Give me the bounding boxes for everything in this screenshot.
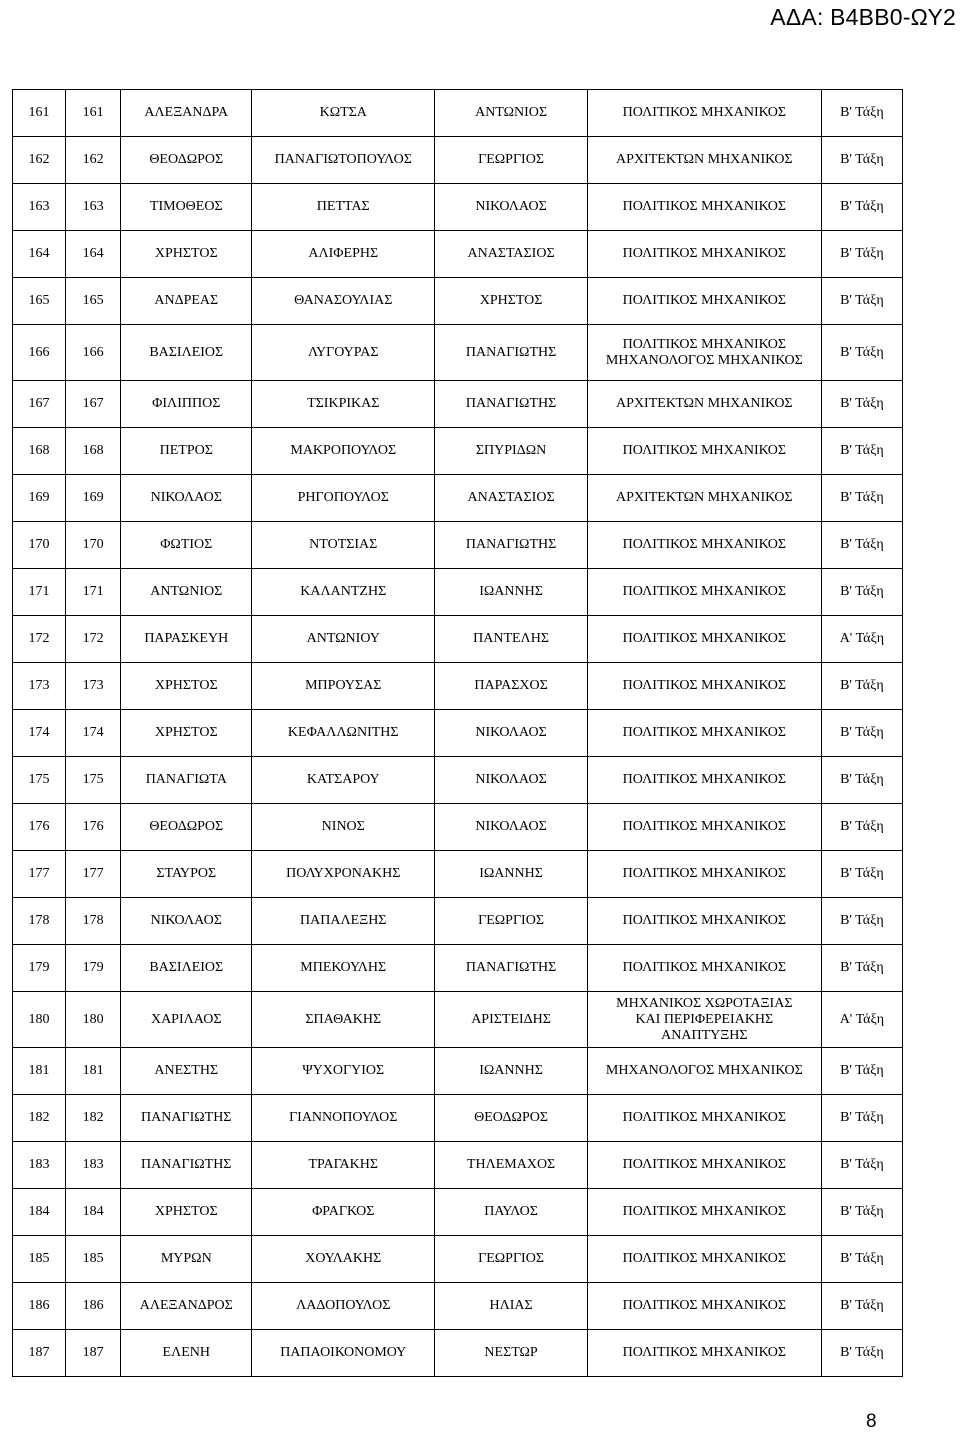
ada-code: ΑΔΑ: Β4ΒΒ0-ΩΥ2	[770, 4, 956, 30]
specialty-cell	[587, 710, 821, 757]
specialty-line: ΠΟΛΙΤΙΚΟΣ ΜΗΧΑΝΙΚΟΣ	[622, 631, 787, 646]
table-row	[13, 1142, 903, 1189]
registry-number-cell: 181	[66, 1048, 121, 1095]
specialty-line: ΜΗΧΑΝΟΛΟΓΟΣ ΜΗΧΑΝΙΚΟΣ	[605, 352, 803, 368]
rank-cell: Β' Τάξη	[821, 1283, 902, 1330]
table-row	[13, 1095, 903, 1142]
specialty-cell	[587, 325, 821, 381]
specialty-line: ΠΟΛΙΤΙΚΟΣ ΜΗΧΑΝΙΚΟΣ	[622, 1157, 787, 1172]
table-row	[13, 1283, 903, 1330]
row-number-cell: 181	[13, 1048, 66, 1095]
last-name-cell: ΠΑΠΑΟΙΚΟΝΟΜΟΥ	[252, 1330, 435, 1377]
rank-cell: Α' Τάξη	[821, 616, 902, 663]
specialty-line: ΠΟΛΙΤΙΚΟΣ ΜΗΧΑΝΙΚΟΣ	[622, 293, 787, 308]
registry-number-cell: 184	[66, 1189, 121, 1236]
last-name-cell: ΑΛΙΦΕΡΗΣ	[252, 231, 435, 278]
registry-number-cell: 177	[66, 851, 121, 898]
specialty-cell	[587, 1236, 821, 1283]
first-name-cell: ΒΑΣΙΛΕΙΟΣ	[121, 945, 252, 992]
last-name-cell: ΜΑΚΡΟΠΟΥΛΟΣ	[252, 428, 435, 475]
rank-cell: Β' Τάξη	[821, 1236, 902, 1283]
table-row	[13, 616, 903, 663]
specialty-line: ΑΡΧΙΤΕΚΤΩΝ ΜΗΧΑΝΙΚΟΣ	[616, 152, 793, 167]
rank-cell: Β' Τάξη	[821, 757, 902, 804]
first-name-cell: ΕΛΕΝΗ	[121, 1330, 252, 1377]
father-name-cell: ΣΠΥΡΙΔΩΝ	[435, 428, 588, 475]
specialty-cell	[587, 898, 821, 945]
last-name-cell: ΝΤΟΤΣΙΑΣ	[252, 522, 435, 569]
rank-cell: Β' Τάξη	[821, 663, 902, 710]
first-name-cell: ΘΕΟΔΩΡΟΣ	[121, 804, 252, 851]
father-name-cell: ΙΩΑΝΝΗΣ	[435, 851, 588, 898]
last-name-cell: ΜΠΡΟΥΣΑΣ	[252, 663, 435, 710]
table-row	[13, 1330, 903, 1377]
table-row	[13, 992, 903, 1048]
first-name-cell: ΠΑΡΑΣΚΕΥΗ	[121, 616, 252, 663]
specialty-cell	[587, 381, 821, 428]
registry-table	[12, 89, 903, 1377]
first-name-cell: ΝΙΚΟΛΑΟΣ	[121, 475, 252, 522]
specialty-line: ΠΟΛΙΤΙΚΟΣ ΜΗΧΑΝΙΚΟΣ	[622, 443, 787, 458]
specialty-cell	[587, 90, 821, 137]
specialty-line: ΠΟΛΙΤΙΚΟΣ ΜΗΧΑΝΙΚΟΣ	[622, 1110, 787, 1125]
row-number-cell: 175	[13, 757, 66, 804]
specialty-cell	[587, 1095, 821, 1142]
first-name-cell: ΝΙΚΟΛΑΟΣ	[121, 898, 252, 945]
table-row	[13, 475, 903, 522]
specialty-line: ΠΟΛΙΤΙΚΟΣ ΜΗΧΑΝΙΚΟΣ	[622, 537, 787, 552]
rank-cell: Β' Τάξη	[821, 1330, 902, 1377]
last-name-cell: ΧΟΥΛΑΚΗΣ	[252, 1236, 435, 1283]
first-name-cell: ΦΙΛΙΠΠΟΣ	[121, 381, 252, 428]
last-name-cell: ΘΑΝΑΣΟΥΛΙΑΣ	[252, 278, 435, 325]
first-name-cell: ΤΙΜΟΘΕΟΣ	[121, 184, 252, 231]
rank-cell: Β' Τάξη	[821, 569, 902, 616]
specialty-cell	[587, 1048, 821, 1095]
table-row	[13, 137, 903, 184]
father-name-cell: ΠΑΝΑΓΙΩΤΗΣ	[435, 945, 588, 992]
row-number-cell: 167	[13, 381, 66, 428]
specialty-line: ΠΟΛΙΤΙΚΟΣ ΜΗΧΑΝΙΚΟΣ	[622, 725, 787, 740]
father-name-cell: ΓΕΩΡΓΙΟΣ	[435, 137, 588, 184]
row-number-cell: 168	[13, 428, 66, 475]
rank-cell: Β' Τάξη	[821, 137, 902, 184]
table-row	[13, 710, 903, 757]
first-name-cell: ΧΡΗΣΤΟΣ	[121, 710, 252, 757]
father-name-cell: ΝΕΣΤΩΡ	[435, 1330, 588, 1377]
row-number-cell: 169	[13, 475, 66, 522]
father-name-cell: ΑΝΑΣΤΑΣΙΟΣ	[435, 475, 588, 522]
table-row	[13, 945, 903, 992]
specialty-line: ΚΑΙ ΠΕΡΙΦΕΡΕΙΑΚΗΣ	[635, 1011, 774, 1027]
table-row	[13, 231, 903, 278]
specialty-cell	[587, 428, 821, 475]
registry-number-cell: 178	[66, 898, 121, 945]
first-name-cell: ΧΡΗΣΤΟΣ	[121, 663, 252, 710]
father-name-cell: ΘΕΟΔΩΡΟΣ	[435, 1095, 588, 1142]
father-name-cell: ΝΙΚΟΛΑΟΣ	[435, 757, 588, 804]
last-name-cell: ΝΙΝΟΣ	[252, 804, 435, 851]
last-name-cell: ΤΡΑΓΑΚΗΣ	[252, 1142, 435, 1189]
father-name-cell: ΝΙΚΟΛΑΟΣ	[435, 710, 588, 757]
specialty-line: ΑΝΑΠΤΥΞΗΣ	[661, 1027, 748, 1043]
last-name-cell: ΚΕΦΑΛΛΩΝΙΤΗΣ	[252, 710, 435, 757]
specialty-line: ΠΟΛΙΤΙΚΟΣ ΜΗΧΑΝΙΚΟΣ	[622, 336, 787, 352]
first-name-cell: ΠΑΝΑΓΙΩΤΗΣ	[121, 1095, 252, 1142]
registry-number-cell: 165	[66, 278, 121, 325]
row-number-cell: 182	[13, 1095, 66, 1142]
first-name-cell: ΧΡΗΣΤΟΣ	[121, 231, 252, 278]
row-number-cell: 187	[13, 1330, 66, 1377]
rank-cell: Β' Τάξη	[821, 475, 902, 522]
specialty-line: ΠΟΛΙΤΙΚΟΣ ΜΗΧΑΝΙΚΟΣ	[622, 246, 787, 261]
last-name-cell: ΚΑΛΑΝΤΖΗΣ	[252, 569, 435, 616]
row-number-cell: 163	[13, 184, 66, 231]
rank-cell: Β' Τάξη	[821, 325, 902, 381]
father-name-cell: ΠΑΡΑΣΧΟΣ	[435, 663, 588, 710]
rank-cell: Β' Τάξη	[821, 381, 902, 428]
first-name-cell: ΑΝΕΣΤΗΣ	[121, 1048, 252, 1095]
registry-number-cell: 176	[66, 804, 121, 851]
table-row	[13, 898, 903, 945]
first-name-cell: ΧΡΗΣΤΟΣ	[121, 1189, 252, 1236]
last-name-cell: ΠΑΝΑΓΙΩΤΟΠΟΥΛΟΣ	[252, 137, 435, 184]
rank-cell: Β' Τάξη	[821, 428, 902, 475]
specialty-line: ΠΟΛΙΤΙΚΟΣ ΜΗΧΑΝΙΚΟΣ	[622, 772, 787, 787]
table-row	[13, 569, 903, 616]
rank-cell: Β' Τάξη	[821, 1142, 902, 1189]
rank-cell: Β' Τάξη	[821, 1048, 902, 1095]
registry-number-cell: 163	[66, 184, 121, 231]
rank-cell: Β' Τάξη	[821, 1095, 902, 1142]
specialty-cell	[587, 184, 821, 231]
father-name-cell: ΓΕΩΡΓΙΟΣ	[435, 898, 588, 945]
row-number-cell: 184	[13, 1189, 66, 1236]
specialty-line: ΠΟΛΙΤΙΚΟΣ ΜΗΧΑΝΙΚΟΣ	[622, 1204, 787, 1219]
first-name-cell: ΠΑΝΑΓΙΩΤΑ	[121, 757, 252, 804]
rank-cell: Β' Τάξη	[821, 945, 902, 992]
registry-number-cell: 164	[66, 231, 121, 278]
row-number-cell: 170	[13, 522, 66, 569]
specialty-cell	[587, 945, 821, 992]
specialty-cell	[587, 231, 821, 278]
father-name-cell: ΙΩΑΝΝΗΣ	[435, 1048, 588, 1095]
registry-number-cell: 187	[66, 1330, 121, 1377]
registry-number-cell: 175	[66, 757, 121, 804]
registry-number-cell: 170	[66, 522, 121, 569]
row-number-cell: 172	[13, 616, 66, 663]
table-row	[13, 851, 903, 898]
specialty-line: ΠΟΛΙΤΙΚΟΣ ΜΗΧΑΝΙΚΟΣ	[622, 819, 787, 834]
registry-number-cell: 166	[66, 325, 121, 381]
registry-number-cell: 167	[66, 381, 121, 428]
father-name-cell: ΗΛΙΑΣ	[435, 1283, 588, 1330]
first-name-cell: ΠΕΤΡΟΣ	[121, 428, 252, 475]
father-name-cell: ΠΑΝΑΓΙΩΤΗΣ	[435, 381, 588, 428]
last-name-cell: ΠΑΠΑΛΕΞΗΣ	[252, 898, 435, 945]
specialty-line: ΠΟΛΙΤΙΚΟΣ ΜΗΧΑΝΙΚΟΣ	[622, 678, 787, 693]
row-number-cell: 183	[13, 1142, 66, 1189]
first-name-cell: ΑΝΤΩΝΙΟΣ	[121, 569, 252, 616]
registry-number-cell: 169	[66, 475, 121, 522]
last-name-cell: ΣΠΑΘΑΚΗΣ	[252, 992, 435, 1048]
row-number-cell: 180	[13, 992, 66, 1048]
first-name-cell: ΘΕΟΔΩΡΟΣ	[121, 137, 252, 184]
table-row	[13, 522, 903, 569]
specialty-cell	[587, 804, 821, 851]
specialty-line: ΠΟΛΙΤΙΚΟΣ ΜΗΧΑΝΙΚΟΣ	[622, 105, 787, 120]
rank-cell: Β' Τάξη	[821, 231, 902, 278]
row-number-cell: 174	[13, 710, 66, 757]
specialty-cell	[587, 569, 821, 616]
specialty-cell	[587, 1283, 821, 1330]
table-row	[13, 663, 903, 710]
father-name-cell: ΑΝΑΣΤΑΣΙΟΣ	[435, 231, 588, 278]
row-number-cell: 162	[13, 137, 66, 184]
specialty-cell	[587, 475, 821, 522]
registry-number-cell: 182	[66, 1095, 121, 1142]
row-number-cell: 165	[13, 278, 66, 325]
first-name-cell: ΑΛΕΞΑΝΔΡΟΣ	[121, 1283, 252, 1330]
specialty-line: ΠΟΛΙΤΙΚΟΣ ΜΗΧΑΝΙΚΟΣ	[622, 1298, 787, 1313]
specialty-cell	[587, 522, 821, 569]
last-name-cell: ΦΡΑΓΚΟΣ	[252, 1189, 435, 1236]
rank-cell: Β' Τάξη	[821, 898, 902, 945]
registry-number-cell: 161	[66, 90, 121, 137]
specialty-line: ΜΗΧΑΝΟΛΟΓΟΣ ΜΗΧΑΝΙΚΟΣ	[605, 1063, 803, 1078]
row-number-cell: 176	[13, 804, 66, 851]
specialty-cell	[587, 137, 821, 184]
rank-cell: Β' Τάξη	[821, 522, 902, 569]
father-name-cell: ΠΑΝΑΓΙΩΤΗΣ	[435, 325, 588, 381]
specialty-cell	[587, 992, 821, 1048]
table-row	[13, 325, 903, 381]
row-number-cell: 177	[13, 851, 66, 898]
registry-number-cell: 168	[66, 428, 121, 475]
first-name-cell: ΧΑΡΙΛΑΟΣ	[121, 992, 252, 1048]
rank-cell: Β' Τάξη	[821, 804, 902, 851]
last-name-cell: ΑΝΤΩΝΙΟΥ	[252, 616, 435, 663]
registry-number-cell: 172	[66, 616, 121, 663]
specialty-line: ΠΟΛΙΤΙΚΟΣ ΜΗΧΑΝΙΚΟΣ	[622, 199, 787, 214]
last-name-cell: ΓΙΑΝΝΟΠΟΥΛΟΣ	[252, 1095, 435, 1142]
specialty-cell	[587, 851, 821, 898]
specialty-cell	[587, 1142, 821, 1189]
row-number-cell: 178	[13, 898, 66, 945]
first-name-cell: ΠΑΝΑΓΙΩΤΗΣ	[121, 1142, 252, 1189]
specialty-cell	[587, 616, 821, 663]
row-number-cell: 164	[13, 231, 66, 278]
row-number-cell: 166	[13, 325, 66, 381]
father-name-cell: ΤΗΛΕΜΑΧΟΣ	[435, 1142, 588, 1189]
table-row	[13, 278, 903, 325]
specialty-line: ΑΡΧΙΤΕΚΤΩΝ ΜΗΧΑΝΙΚΟΣ	[616, 490, 793, 505]
specialty-line: ΠΟΛΙΤΙΚΟΣ ΜΗΧΑΝΙΚΟΣ	[622, 960, 787, 975]
registry-number-cell: 173	[66, 663, 121, 710]
table-body	[13, 90, 903, 1377]
father-name-cell: ΑΡΙΣΤΕΙΔΗΣ	[435, 992, 588, 1048]
table-row	[13, 804, 903, 851]
first-name-cell: ΒΑΣΙΛΕΙΟΣ	[121, 325, 252, 381]
table-row	[13, 1236, 903, 1283]
row-number-cell: 173	[13, 663, 66, 710]
last-name-cell: ΨΥΧΟΓΥΙΟΣ	[252, 1048, 435, 1095]
rank-cell: Α' Τάξη	[821, 992, 902, 1048]
father-name-cell: ΝΙΚΟΛΑΟΣ	[435, 184, 588, 231]
father-name-cell: ΠΑΝΤΕΛΗΣ	[435, 616, 588, 663]
first-name-cell: ΑΝΔΡΕΑΣ	[121, 278, 252, 325]
first-name-cell: ΦΩΤΙΟΣ	[121, 522, 252, 569]
registry-number-cell: 180	[66, 992, 121, 1048]
table-row	[13, 184, 903, 231]
last-name-cell: ΡΗΓΟΠΟΥΛΟΣ	[252, 475, 435, 522]
specialty-line: ΠΟΛΙΤΙΚΟΣ ΜΗΧΑΝΙΚΟΣ	[622, 1345, 787, 1360]
specialty-cell	[587, 757, 821, 804]
specialty-cell	[587, 1330, 821, 1377]
page-number: 8	[866, 1411, 877, 1432]
specialty-line: ΠΟΛΙΤΙΚΟΣ ΜΗΧΑΝΙΚΟΣ	[622, 866, 787, 881]
rank-cell: Β' Τάξη	[821, 1189, 902, 1236]
specialty-line: ΠΟΛΙΤΙΚΟΣ ΜΗΧΑΝΙΚΟΣ	[622, 913, 787, 928]
father-name-cell: ΙΩΑΝΝΗΣ	[435, 569, 588, 616]
rank-cell: Β' Τάξη	[821, 184, 902, 231]
table-row	[13, 1048, 903, 1095]
registry-number-cell: 185	[66, 1236, 121, 1283]
registry-number-cell: 174	[66, 710, 121, 757]
row-number-cell: 186	[13, 1283, 66, 1330]
table-row	[13, 757, 903, 804]
table-row	[13, 428, 903, 475]
specialty-cell	[587, 1189, 821, 1236]
row-number-cell: 171	[13, 569, 66, 616]
specialty-line: ΜΗΧΑΝΙΚΟΣ ΧΩΡΟΤΑΞΙΑΣ	[616, 995, 793, 1011]
row-number-cell: 179	[13, 945, 66, 992]
registry-number-cell: 171	[66, 569, 121, 616]
table-row	[13, 381, 903, 428]
row-number-cell: 185	[13, 1236, 66, 1283]
first-name-cell: ΜΥΡΩΝ	[121, 1236, 252, 1283]
last-name-cell: ΛΑΔΟΠΟΥΛΟΣ	[252, 1283, 435, 1330]
registry-number-cell: 179	[66, 945, 121, 992]
last-name-cell: ΠΟΛΥΧΡΟΝΑΚΗΣ	[252, 851, 435, 898]
rank-cell: Β' Τάξη	[821, 90, 902, 137]
specialty-cell	[587, 278, 821, 325]
last-name-cell: ΜΠΕΚΟΥΛΗΣ	[252, 945, 435, 992]
rank-cell: Β' Τάξη	[821, 710, 902, 757]
first-name-cell: ΑΛΕΞΑΝΔΡΑ	[121, 90, 252, 137]
registry-number-cell: 162	[66, 137, 121, 184]
father-name-cell: ΧΡΗΣΤΟΣ	[435, 278, 588, 325]
father-name-cell: ΠΑΝΑΓΙΩΤΗΣ	[435, 522, 588, 569]
table-row	[13, 90, 903, 137]
first-name-cell: ΣΤΑΥΡΟΣ	[121, 851, 252, 898]
last-name-cell: ΚΩΤΣΑ	[252, 90, 435, 137]
specialty-line: ΠΟΛΙΤΙΚΟΣ ΜΗΧΑΝΙΚΟΣ	[622, 584, 787, 599]
last-name-cell: ΚΑΤΣΑΡΟΥ	[252, 757, 435, 804]
specialty-cell	[587, 663, 821, 710]
father-name-cell: ΝΙΚΟΛΑΟΣ	[435, 804, 588, 851]
last-name-cell: ΠΕΤΤΑΣ	[252, 184, 435, 231]
last-name-cell: ΤΣΙΚΡΙΚΑΣ	[252, 381, 435, 428]
specialty-line: ΑΡΧΙΤΕΚΤΩΝ ΜΗΧΑΝΙΚΟΣ	[616, 396, 793, 411]
registry-number-cell: 183	[66, 1142, 121, 1189]
row-number-cell: 161	[13, 90, 66, 137]
registry-number-cell: 186	[66, 1283, 121, 1330]
rank-cell: Β' Τάξη	[821, 278, 902, 325]
table-row	[13, 1189, 903, 1236]
rank-cell: Β' Τάξη	[821, 851, 902, 898]
last-name-cell: ΛΥΓΟΥΡΑΣ	[252, 325, 435, 381]
specialty-line: ΠΟΛΙΤΙΚΟΣ ΜΗΧΑΝΙΚΟΣ	[622, 1251, 787, 1266]
father-name-cell: ΓΕΩΡΓΙΟΣ	[435, 1236, 588, 1283]
father-name-cell: ΑΝΤΩΝΙΟΣ	[435, 90, 588, 137]
father-name-cell: ΠΑΥΛΟΣ	[435, 1189, 588, 1236]
